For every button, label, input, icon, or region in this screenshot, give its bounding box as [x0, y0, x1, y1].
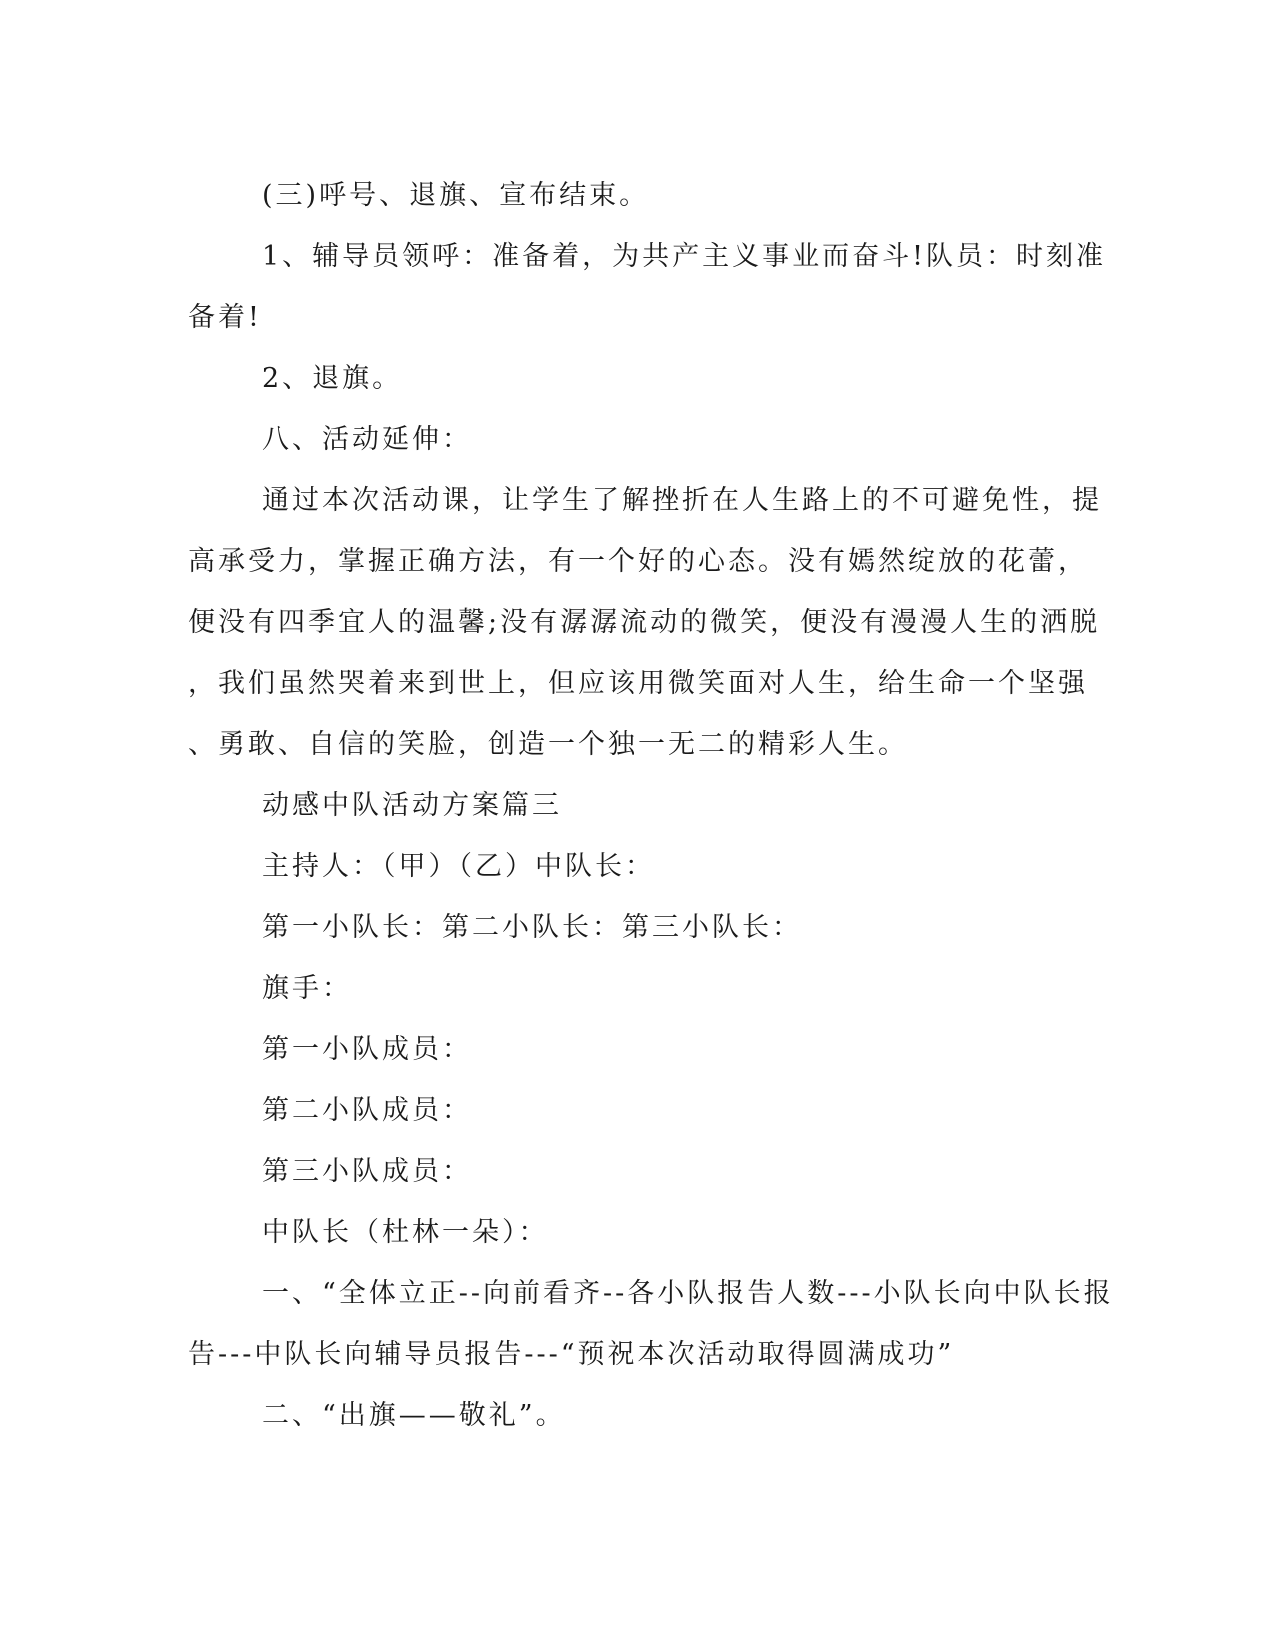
- text-line: ，我们虽然哭着来到世上，但应该用微笑面对人生，给生命一个坚强: [188, 668, 1088, 699]
- text-line: 第二小队成员：: [262, 1095, 472, 1126]
- text-line: 第一小队长：第二小队长：第三小队长：: [262, 912, 802, 943]
- section-title: 动感中队活动方案篇三: [262, 790, 562, 821]
- text-line: 第一小队成员：: [262, 1034, 472, 1065]
- text-line: 1、辅导员领呼：准备着，为共产主义事业而奋斗!队员：时刻准: [262, 241, 1107, 272]
- text-line: 旗手：: [262, 973, 352, 1004]
- text-line: 中队长（杜林一朵）：: [262, 1217, 549, 1248]
- text-line: 便没有四季宜人的温馨;没有潺潺流动的微笑，便没有漫漫人生的洒脱: [188, 607, 1101, 638]
- text-line: 备着!: [188, 302, 262, 333]
- text-line: 主持人：（甲）（乙）中队长：: [262, 851, 655, 882]
- text-line: 2、退旗。: [262, 363, 403, 394]
- text-line: 二、“出旗——敬礼”。: [262, 1400, 566, 1431]
- text-line: 第三小队成员：: [262, 1156, 472, 1187]
- document-body: [188, 165, 1114, 1446]
- text-line: 一、“全体立正--向前看齐--各小队报告人数---小队长向中队长报: [262, 1278, 1114, 1309]
- text-line: 、勇敢、自信的笑脸，创造一个独一无二的精彩人生。: [188, 729, 908, 760]
- text-line: (三)呼号、退旗、宣布结束。: [262, 180, 650, 211]
- text-line: 高承受力，掌握正确方法，有一个好的心态。没有嫣然绽放的花蕾，: [188, 546, 1088, 577]
- section-heading: 八、活动延伸：: [262, 424, 472, 455]
- text-line: 告---中队长向辅导员报告---“预祝本次活动取得圆满成功”: [188, 1339, 955, 1370]
- text-line: 通过本次活动课，让学生了解挫折在人生路上的不可避免性，提: [262, 485, 1102, 516]
